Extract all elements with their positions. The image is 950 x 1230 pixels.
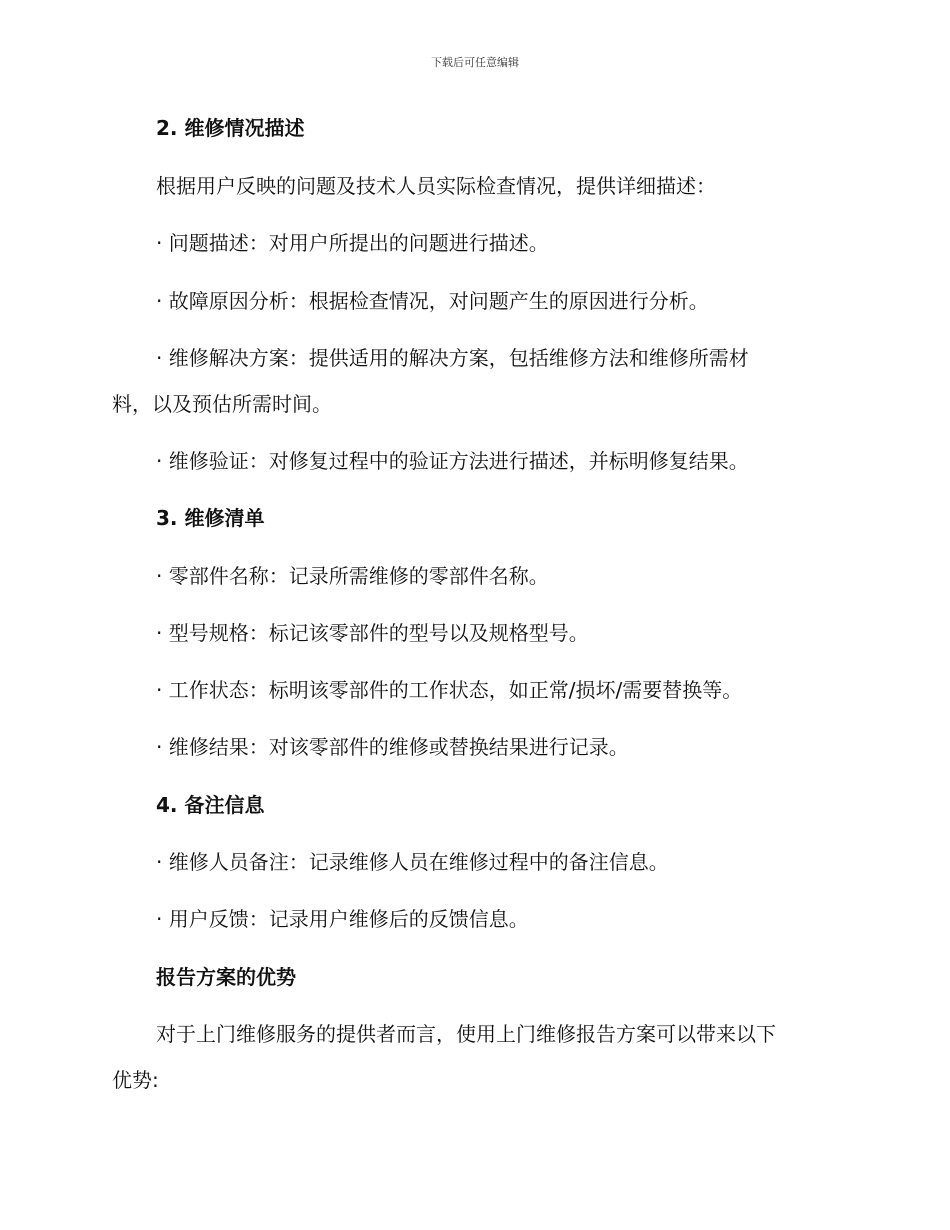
bullet-working-status: · 工作状态：标明该零部件的工作状态，如正常/损坏/需要替换等。 bbox=[156, 678, 743, 702]
bullet-repair-solution-continued: 料，以及预估所需时间。 bbox=[112, 392, 332, 416]
bullet-user-feedback: · 用户反馈：记录用户维修后的反馈信息。 bbox=[156, 907, 529, 931]
bullet-repair-verification: · 维修验证：对修复过程中的验证方法进行描述，并标明修复结果。 bbox=[156, 449, 749, 473]
section-2-heading: 2. 维修情况描述 bbox=[156, 116, 305, 140]
section-4-heading: 4. 备注信息 bbox=[156, 793, 265, 817]
bullet-repair-result: · 维修结果：对该零部件的维修或替换结果进行记录。 bbox=[156, 735, 629, 759]
bullet-model-spec: · 型号规格：标记该零部件的型号以及规格型号。 bbox=[156, 621, 589, 645]
bullet-repair-solution: · 维修解决方案：提供适用的解决方案，包括维修方法和维修所需材 bbox=[156, 346, 749, 370]
section-3-heading: 3. 维修清单 bbox=[156, 506, 265, 530]
bullet-fault-cause-analysis: · 故障原因分析：根据检查情况，对问题产生的原因进行分析。 bbox=[156, 289, 709, 313]
advantages-paragraph-line-2: 优势: bbox=[112, 1068, 159, 1092]
bullet-part-name: · 零部件名称：记录所需维修的零部件名称。 bbox=[156, 564, 549, 588]
advantages-paragraph-line-1: 对于上门维修服务的提供者而言，使用上门维修报告方案可以带来以下 bbox=[156, 1022, 776, 1046]
advantages-heading: 报告方案的优势 bbox=[156, 965, 296, 989]
bullet-technician-notes: · 维修人员备注：记录维修人员在维修过程中的备注信息。 bbox=[156, 850, 669, 874]
bullet-problem-description: · 问题描述：对用户所提出的问题进行描述。 bbox=[156, 231, 549, 255]
page-header: 下载后可任意编辑 bbox=[431, 56, 519, 69]
section-2-intro: 根据用户反映的问题及技术人员实际检查情况，提供详细描述： bbox=[156, 174, 716, 198]
